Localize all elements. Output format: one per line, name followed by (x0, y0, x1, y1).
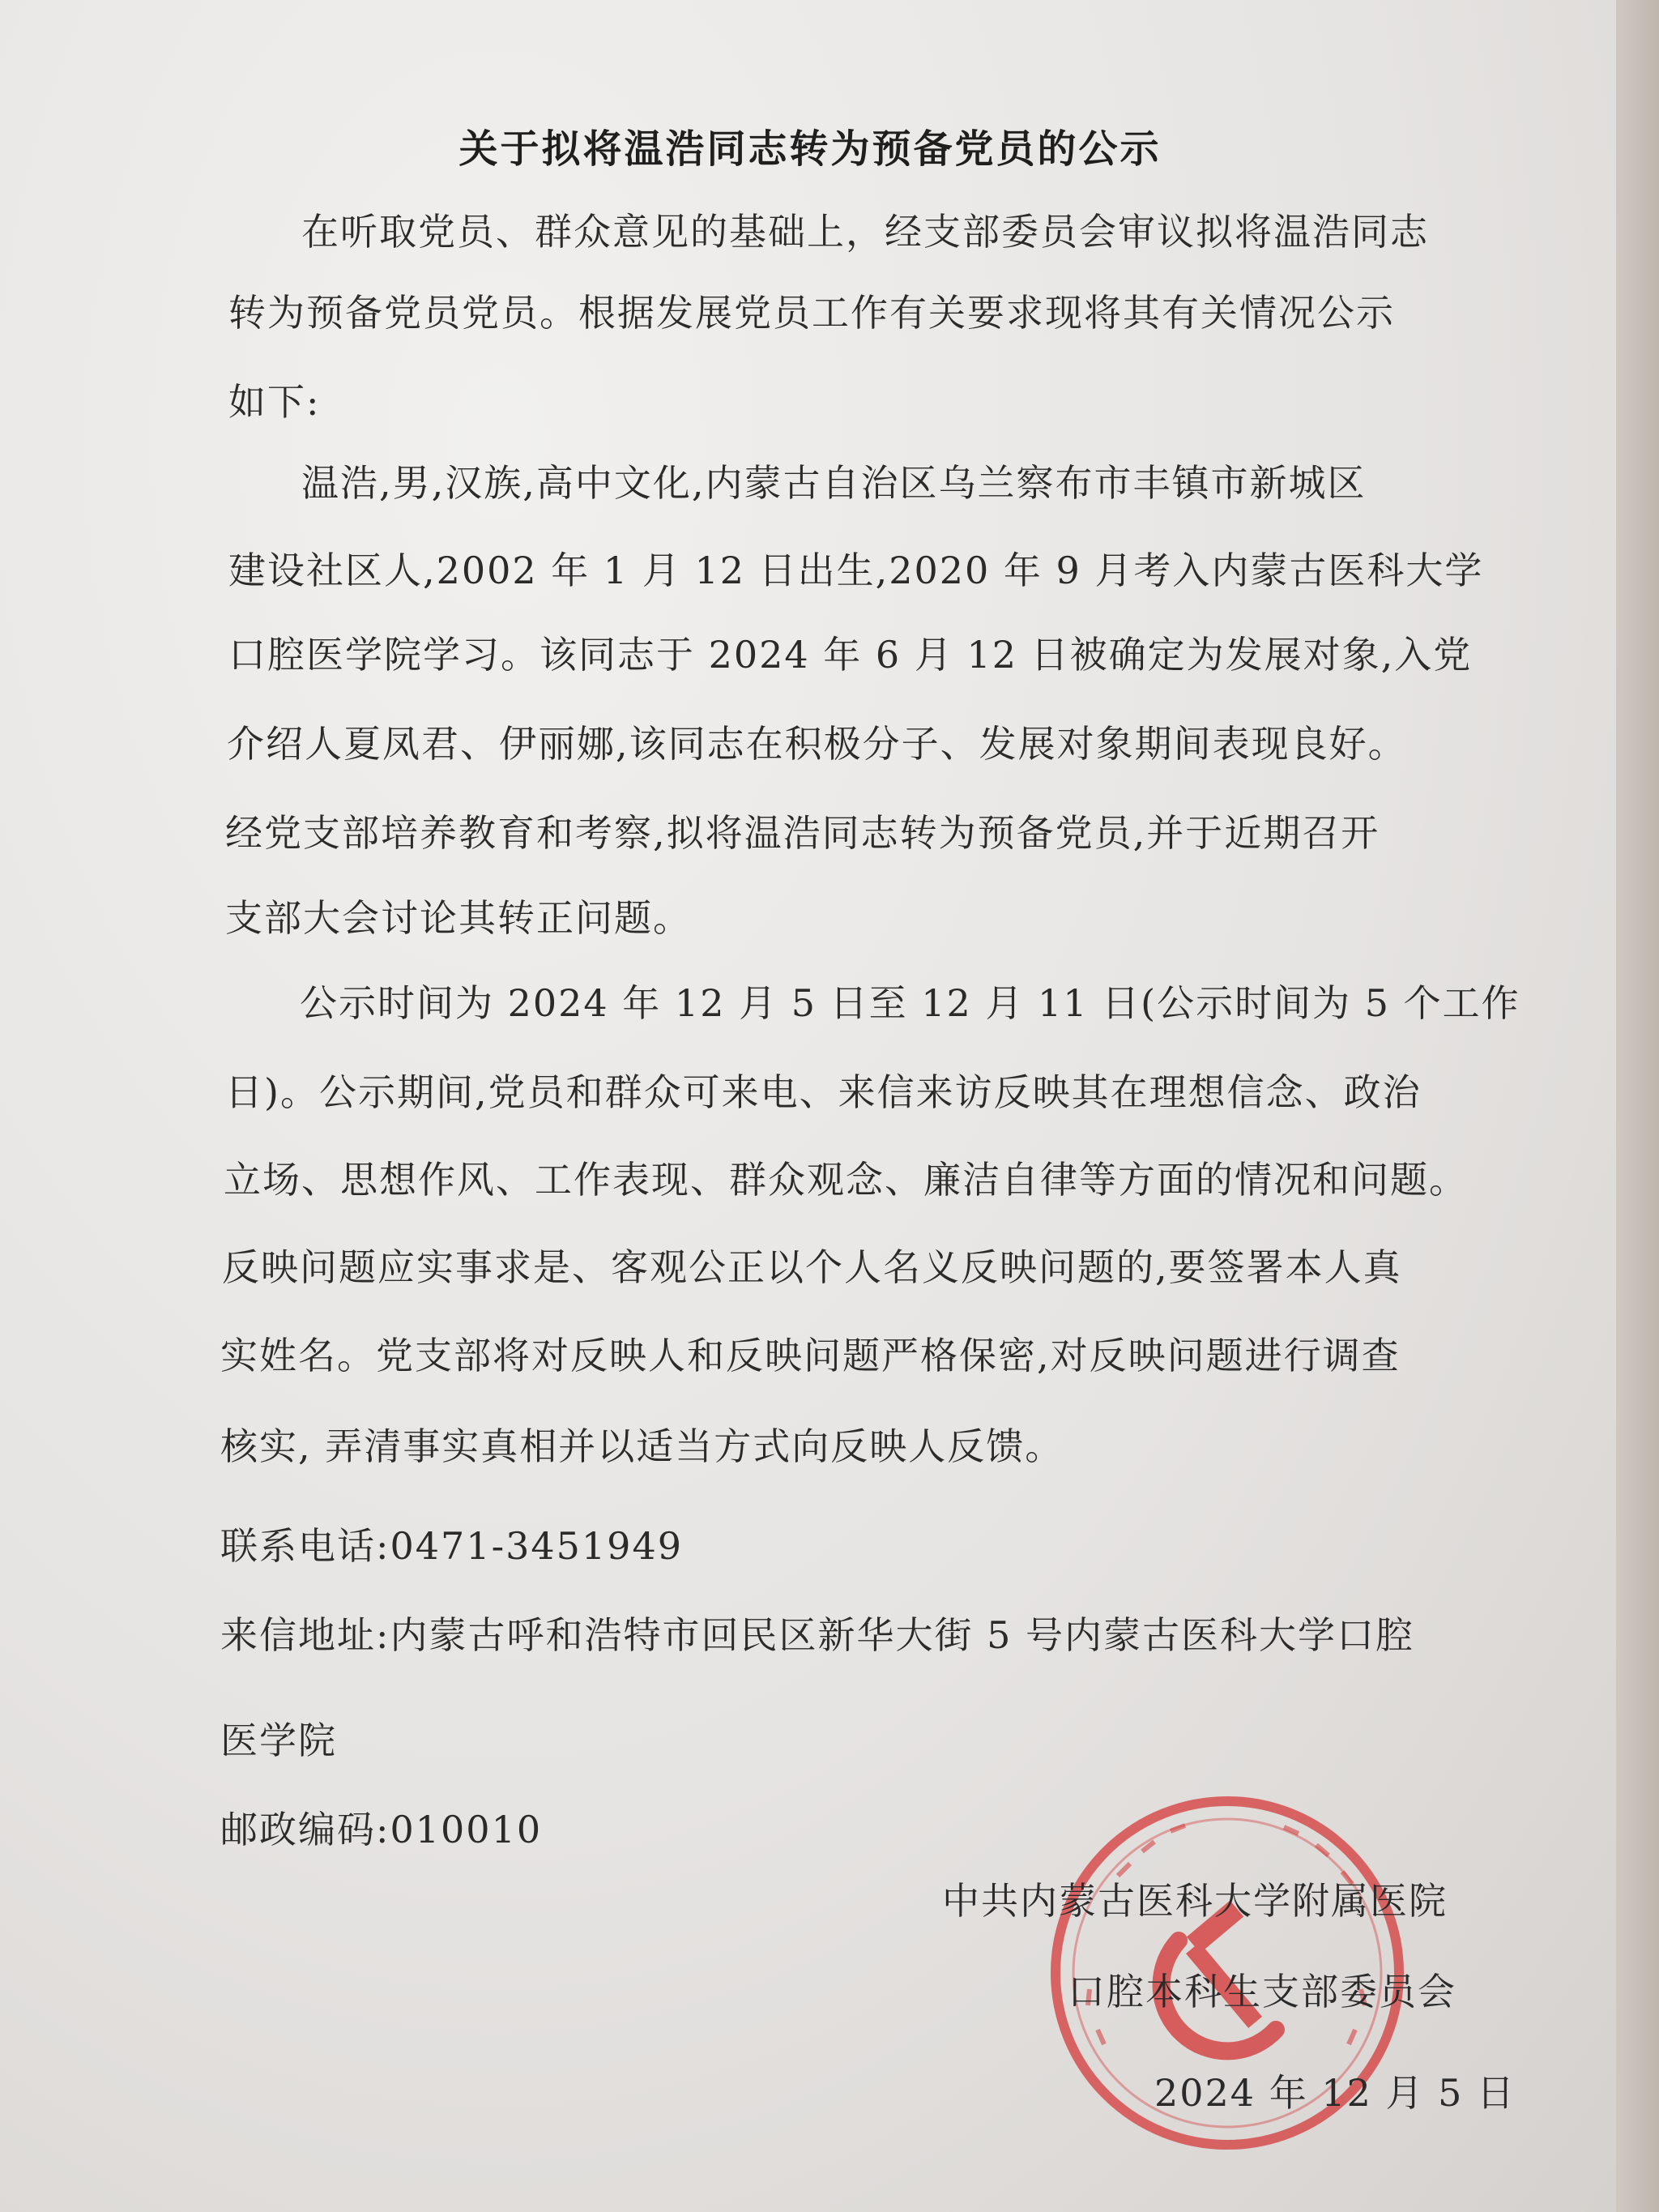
mail-address: 来信地址:内蒙古呼和浩特市回民区新华大街 5 号内蒙古医科大学口腔 (220, 1613, 1415, 1657)
body-line: 温浩,男,汉族,高中文化,内蒙古自治区乌兰察布市丰镇市新城区 (301, 461, 1367, 505)
body-line: 在听取党员、群众意见的基础上，经支部委员会审议拟将温浩同志 (301, 210, 1429, 254)
notice-title: 关于拟将温浩同志转为预备党员的公示 (458, 126, 1162, 172)
signature-branch: 口腔本科生支部委员会 (1068, 1970, 1456, 2013)
paper-edge (1616, 0, 1659, 2212)
body-line: 公示时间为 2024 年 12 月 5 日至 12 月 11 日(公示时间为 5 个工作 (300, 981, 1520, 1025)
body-line: 口腔医学院学习。该同志于 2024 年 6 月 12 日被确定为发展对象,入党 (228, 633, 1473, 677)
contact-phone: 联系电话:0471-3451949 (220, 1524, 683, 1568)
body-line: 支部大会讨论其转正问题。 (225, 896, 692, 940)
signature-org: 中共内蒙古医科大学附属医院 (942, 1879, 1448, 1923)
body-line: 介绍人夏凤君、伊丽娜,该同志在积极分子、发展对象期间表现良好。 (227, 722, 1407, 766)
mail-address-cont: 医学院 (220, 1719, 337, 1762)
body-line: 转为预备党员党员。根据发展党员工作有关要求现将其有关情况公示 (228, 291, 1395, 335)
body-line: 核实, 弄清事实真相并以适当方式向反映人反馈。 (220, 1424, 1064, 1468)
signature-date: 2024 年 12 月 5 日 (1154, 2071, 1516, 2115)
body-line: 反映问题应实事求是、客观公正以个人名义反映问题的,要签署本人真 (222, 1245, 1402, 1289)
postal-code: 邮政编码:010010 (220, 1808, 543, 1851)
body-line: 如下: (228, 380, 321, 424)
body-line: 日)。公示期间,党员和群众可来电、来信来访反映其在理想信念、政治 (225, 1070, 1422, 1114)
body-line: 立场、思想作风、工作表现、群众观念、廉洁自律等方面的情况和问题。 (224, 1158, 1468, 1202)
body-line: 实姓名。党支部将对反映人和反映问题严格保密,对反映问题进行调查 (220, 1334, 1401, 1377)
body-line: 建设社区人,2002 年 1 月 12 日出生,2020 年 9 月考入内蒙古医科大学 (228, 549, 1484, 592)
body-line: 经党支部培养教育和考察,拟将温浩同志转为预备党员,并于近期召开 (225, 811, 1380, 855)
